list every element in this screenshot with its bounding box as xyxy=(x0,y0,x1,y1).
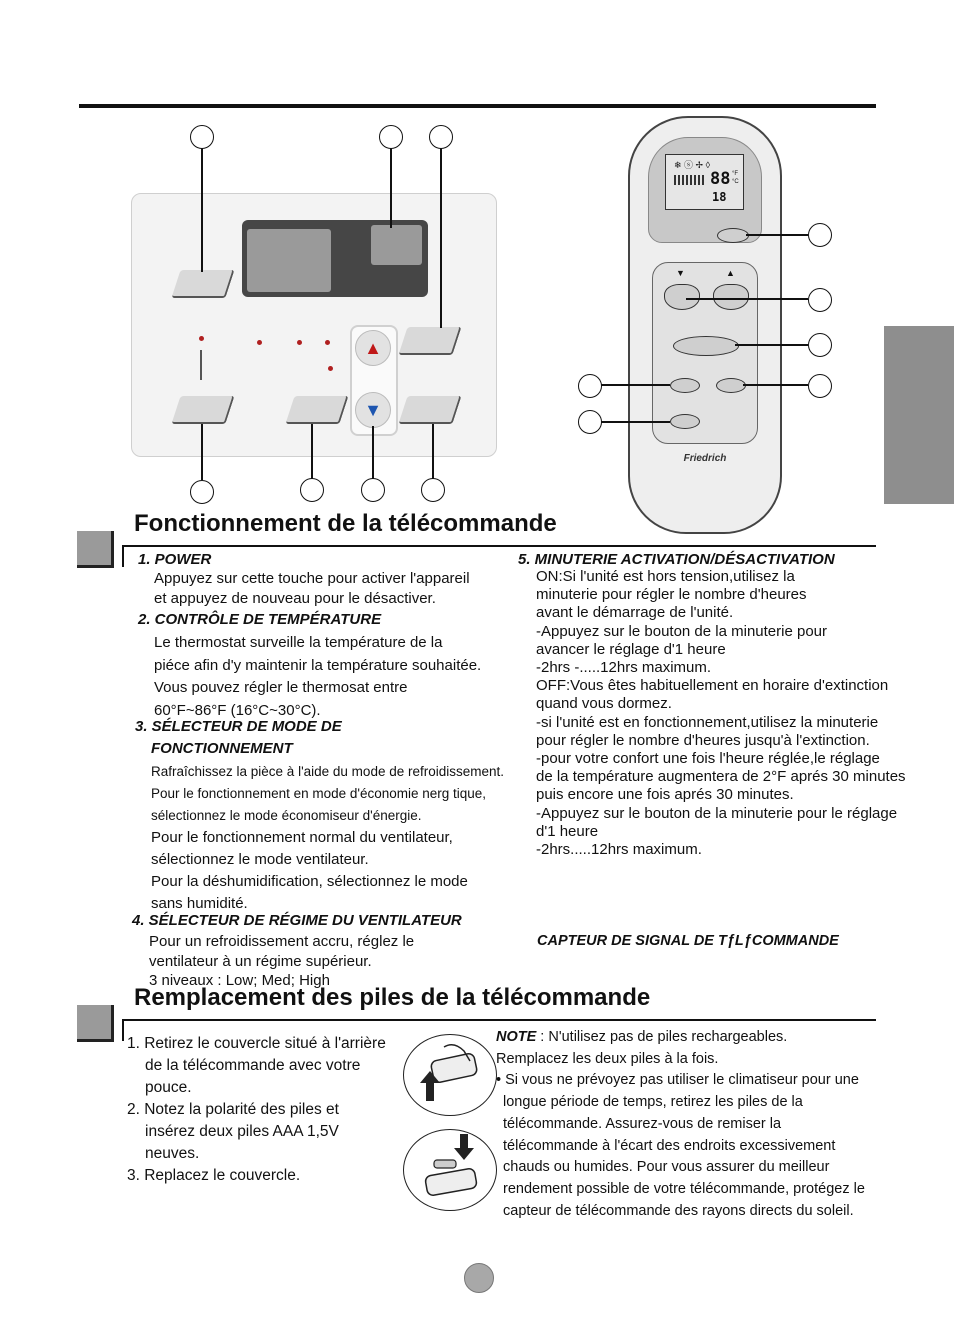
side-tab xyxy=(884,326,954,504)
item-timer-text: ON:Si l'unité est hors tension,utilisez la minuterie pour régler le nombre d'heures avant le démarrage de l'unité. -Appuyez sur le bouton de la minuterie pour avancer le réglage d'1 heure -2hrs -.....12hrs maximum. OFF:Vous êtes habituellement en horaire d'extinction quand vous dormez. -si l'unité est en fonctionnement,utilisez la minuterie pour régler le nombre d'heures jusqu'à l'extinction. -pour votre confort une fois l'heure réglée,le réglage de la température augmentera de 2°F aprés 30 minutes puis encore une fois aprés 30 minutes. -Appuyez sur le bouton de la minuterie pour le réglage d'1 heure -2hrs.....12hrs maximum. xyxy=(536,568,906,859)
item-fan-heading: 4. SÉLECTEUR DE RÉGIME DU VENTILATEUR xyxy=(132,912,462,929)
lcd-temperature: 88 xyxy=(710,169,731,189)
panel-temp-button[interactable] xyxy=(398,396,461,424)
remote-mode-button[interactable] xyxy=(673,336,739,356)
panel-power-button[interactable] xyxy=(171,270,234,298)
callout-leader xyxy=(686,298,808,300)
item-mode-heading: 3. SÉLECTEUR DE MODE DE xyxy=(135,718,342,735)
remote-brand-logo: Friedrich xyxy=(683,453,727,464)
callout-leader xyxy=(600,384,670,386)
remote-up-label: ▲ xyxy=(726,268,735,278)
battery-steps: 1. Retirez le couvercle situé à l'arrière de la télécommande avec votre pouce. 2. Notez la polarité des piles et insérez deux piles AAA 1,5V neuves. 3. Replacez le couvercle. xyxy=(127,1035,386,1184)
section-marker xyxy=(77,531,114,568)
remote-temp-down-button[interactable] xyxy=(664,284,700,310)
indicator-bar xyxy=(200,350,202,380)
section-rule xyxy=(122,545,124,567)
remote-timer-button[interactable] xyxy=(716,378,746,393)
callout-leader xyxy=(311,424,313,480)
battery-illustration-icon xyxy=(404,1130,496,1210)
callout-circle xyxy=(361,478,385,502)
callout-leader xyxy=(372,426,374,480)
callout-circle xyxy=(300,478,324,502)
callout-circle xyxy=(808,374,832,398)
callout-leader xyxy=(746,234,808,236)
callout-leader xyxy=(743,384,808,386)
panel-display-right xyxy=(371,225,422,265)
up-arrow-icon: ▲ xyxy=(364,338,382,358)
panel-display-left xyxy=(247,229,331,292)
panel-mode-button[interactable] xyxy=(171,396,234,424)
item-power-heading: 1. POWER xyxy=(138,551,212,568)
callout-circle xyxy=(808,288,832,312)
indicator-dot xyxy=(199,336,204,341)
callout-circle xyxy=(190,480,214,504)
battery-note: NOTE : N'utilisez pas de piles rechargeables. Remplacez les deux piles à la fois. • Si vous ne prévoyez pas utiliser le climatiseur pour une longue période de temps, retirez les piles de la télécommande. Assurez-vous de remiser la télécommande à l'écart des endroits excessivement chauds ou humides. Pour vous assurer du meilleur rendement possible de votre télécommande, protégez le capteur de télécommande des rayons directs du soleil. xyxy=(496,1029,865,1219)
battery-insertion-illustration xyxy=(403,1129,497,1211)
item-temperature-text: Le thermostat surveille la température de la piéce afin d'y maintenir la température souhaitée. Vous pouvez régler le thermosat entre 60°F~86°F (16°C~30°C). xyxy=(154,634,482,719)
item-mode-heading-2: FONCTIONNEMENT xyxy=(151,740,293,757)
remote-power-button[interactable] xyxy=(717,228,749,243)
lcd-timer: 18 xyxy=(712,190,727,204)
callout-leader xyxy=(390,148,392,228)
indicator-dot xyxy=(297,340,302,345)
callout-leader xyxy=(432,424,434,480)
indicator-dot xyxy=(257,340,262,345)
page-number-marker xyxy=(464,1263,494,1293)
remote-lcd xyxy=(665,154,744,210)
panel-up-button[interactable] xyxy=(355,330,391,366)
callout-circle xyxy=(578,374,602,398)
callout-leader xyxy=(735,344,808,346)
item-temperature-heading: 2. CONTRÔLE DE TEMPÉRATURE xyxy=(138,611,382,628)
callout-leader xyxy=(440,148,442,328)
item-timer-heading: 5. MINUTERIE ACTIVATION/DÉSACTIVATION xyxy=(518,551,835,568)
callout-circle xyxy=(190,125,214,149)
remote-sleep-button[interactable] xyxy=(670,414,700,429)
callout-circle xyxy=(429,125,453,149)
item-fan-text: Pour un refroidissement accru, réglez le ventilateur à un régime supérieur. 3 niveaux : Low; Med; High xyxy=(149,933,415,989)
hand-illustration-icon xyxy=(404,1035,496,1115)
callout-leader xyxy=(201,424,203,480)
remote-down-label: ▼ xyxy=(676,268,685,278)
callout-leader xyxy=(201,148,203,272)
indicator-dot xyxy=(325,340,330,345)
top-rule xyxy=(79,104,876,108)
callout-circle xyxy=(808,333,832,357)
section-marker xyxy=(77,1005,114,1042)
down-arrow-icon: ▼ xyxy=(364,400,382,420)
callout-circle xyxy=(808,223,832,247)
indicator-dot xyxy=(328,366,333,371)
panel-down-button[interactable] xyxy=(355,392,391,428)
remote-temp-up-button[interactable] xyxy=(713,284,749,310)
item-mode-text: Rafraîchissez la pièce à l'aide du mode de refroidissement. Pour le fonctionnement en mode d'économie nerg tique, sélectionnez le mode économiseur d'énergie. Pour le fonctionnement normal du ventilateur, sélectionnez le mode ventilateur. Pour la déshumidification, sélectionnez le mode sans humidité. xyxy=(151,764,505,912)
remote-fan-button[interactable] xyxy=(670,378,700,393)
section-title-operation: Fonctionnement de la télécommande xyxy=(134,510,557,537)
callout-circle xyxy=(379,125,403,149)
lcd-mode-icons: ❄ ⓢ ✢ ◊ xyxy=(674,160,711,170)
lcd-unit-c: °C xyxy=(732,179,739,185)
section-rule xyxy=(122,1019,876,1021)
note-label: NOTE xyxy=(496,1029,537,1045)
panel-timer-button[interactable] xyxy=(285,396,348,424)
battery-cover-removal-illustration xyxy=(403,1034,497,1116)
sensor-label: CAPTEUR DE SIGNAL DE TƒLƒCOMMANDE xyxy=(537,933,839,949)
section-rule xyxy=(122,1019,124,1041)
bullet-icon: • xyxy=(496,1072,502,1089)
item-power-text: Appuyez sur cette touche pour activer l'appareil et appuyez de nouveau pour le désactiver. xyxy=(154,570,470,607)
lcd-fan-bars xyxy=(674,175,704,185)
lcd-unit-f: °F xyxy=(732,171,739,177)
section-rule xyxy=(122,545,876,547)
panel-fan-button[interactable] xyxy=(398,327,461,355)
callout-leader xyxy=(600,421,670,423)
callout-circle xyxy=(578,410,602,434)
section-title-batteries: Remplacement des piles de la télécommande xyxy=(134,984,651,1011)
callout-circle xyxy=(421,478,445,502)
